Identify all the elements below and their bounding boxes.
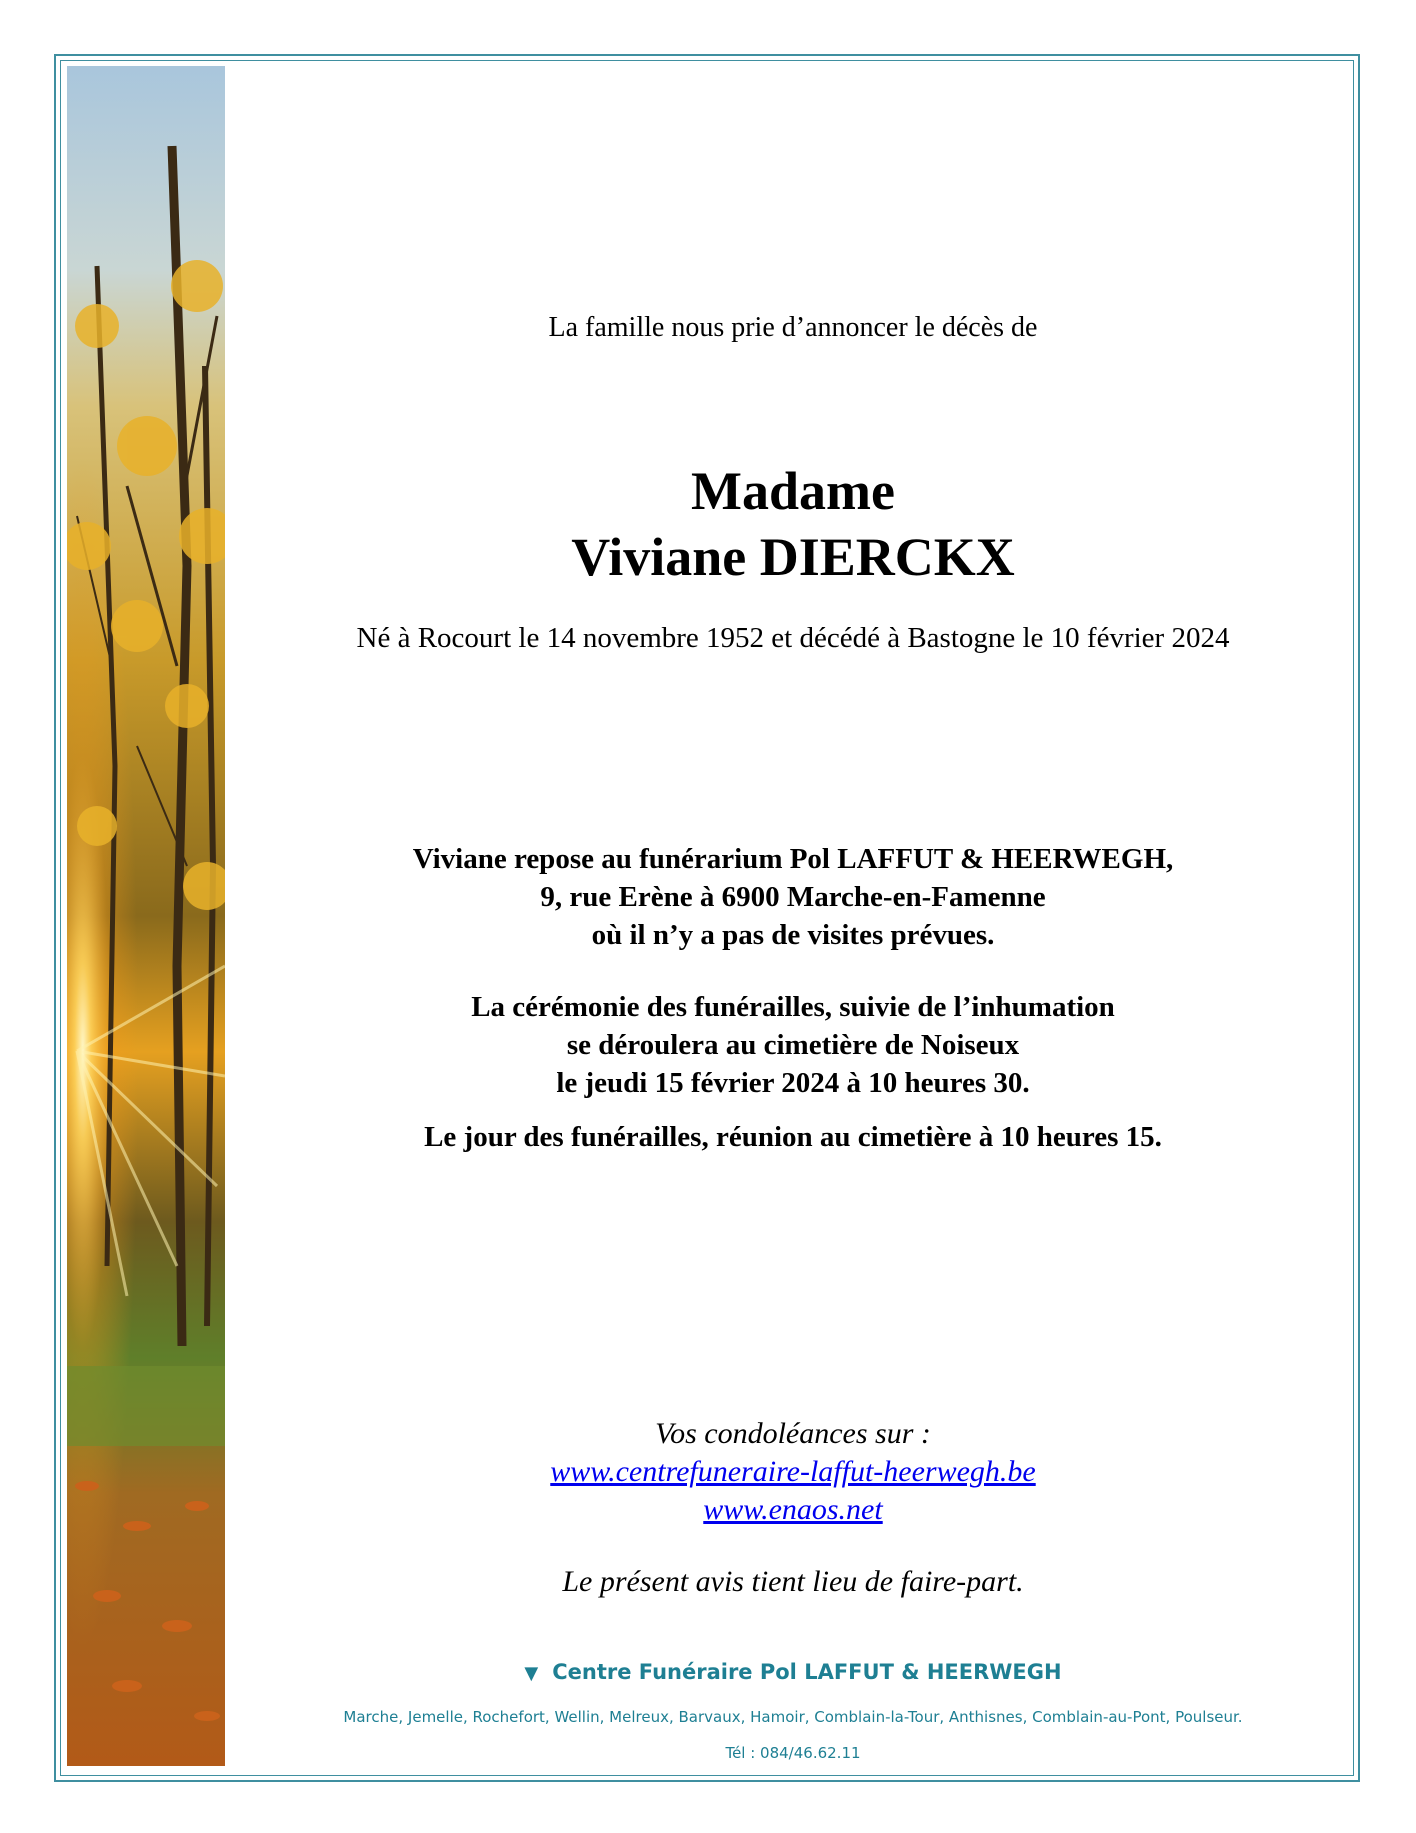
company-name: Centre Funéraire Pol LAFFUT & HEERWEGH (552, 1660, 1062, 1684)
ceremony-info (226, 988, 1360, 1102)
condolences-section (226, 1415, 1360, 1529)
ceremony-line: La cérémonie des funérailles, suivie de l’inhumation (471, 991, 1115, 1023)
repose-line: Viviane repose au funérarium Pol LAFFUT & HEERWEGH, (412, 843, 1174, 875)
condolences-label: Vos condoléances sur : (655, 1417, 931, 1450)
condolences-link-enaos[interactable]: www.enaos.net (703, 1493, 883, 1526)
condolences-link-funeral-center[interactable]: www.centrefuneraire-laffut-heerwegh.be (550, 1455, 1036, 1488)
footer-places: Marche, Jemelle, Rochefort, Wellin, Melreux, Barvaux, Hamoir, Comblain-la-Tour, Anthisnes, Comblain-au-Pont, Poulseur. (343, 1708, 1243, 1726)
notice-text: Le présent avis tient lieu de faire-part. (562, 1565, 1024, 1598)
ceremony-line: le jeudi 15 février 2024 à 10 heures 30. (556, 1067, 1030, 1099)
repose-line: 9, rue Erène à 6900 Marche-en-Famenne (540, 881, 1046, 913)
title-honorific: Madame (691, 461, 895, 521)
intro-text: La famille nous prie d’annoncer le décès de (548, 312, 1038, 343)
birth-death-dates: Né à Rocourt le 14 novembre 1952 et décédé à Bastogne le 10 février 2024 (356, 622, 1230, 654)
autumn-forest-photo (67, 66, 225, 1766)
title-full-name: Viviane DIERCKX (571, 527, 1015, 587)
ceremony-line: se déroulera au cimetière de Noiseux (566, 1029, 1020, 1061)
repose-info (226, 840, 1360, 954)
triangle-down-icon: ▼ (524, 1663, 539, 1684)
footer-company (226, 1660, 1360, 1684)
footer-phone: Tél : 084/46.62.11 (725, 1744, 861, 1762)
meeting-info: Le jour des funérailles, réunion au cimetière à 10 heures 15. (424, 1121, 1162, 1153)
repose-line: où il n’y a pas de visites prévues. (591, 919, 995, 951)
deceased-name (226, 458, 1360, 590)
